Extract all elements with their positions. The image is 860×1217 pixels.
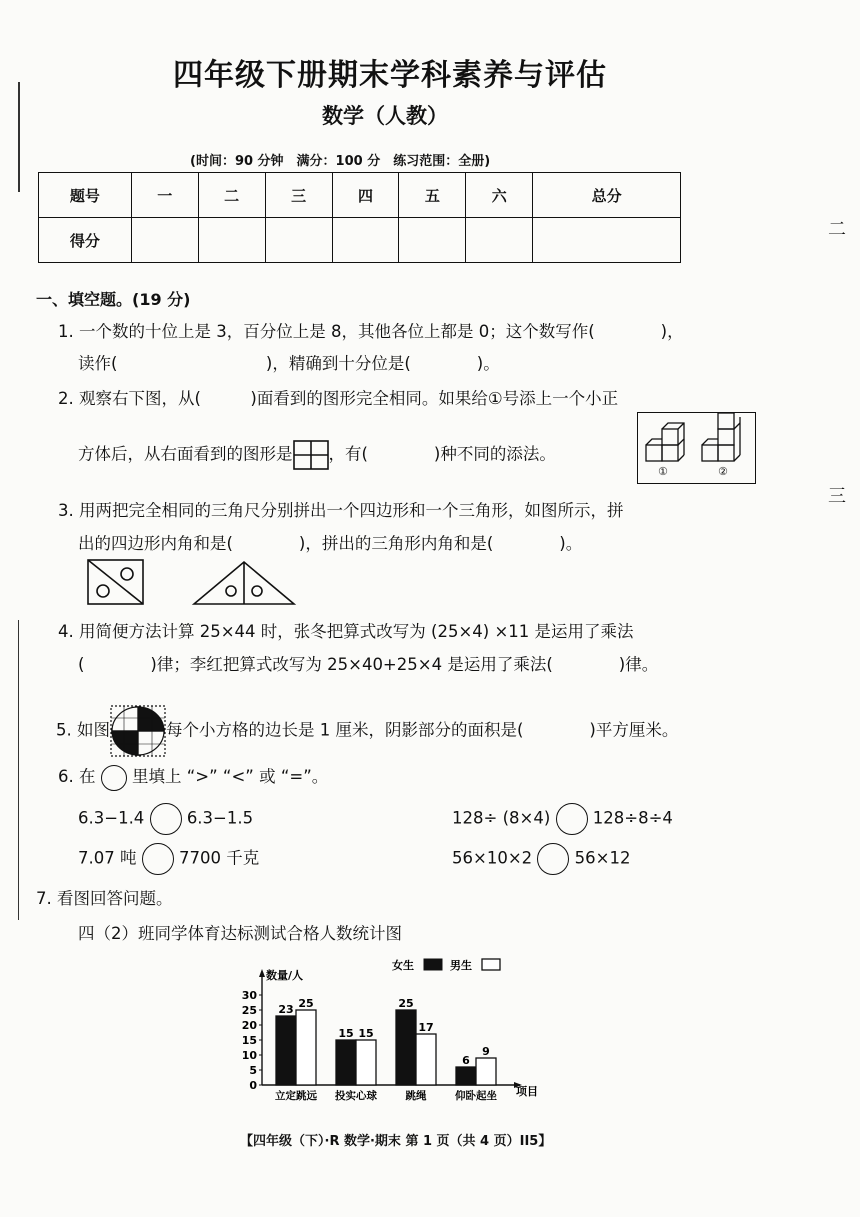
compare-left: 7.07 吨 — [78, 848, 137, 868]
question-4-line2: ( )律；李红把算式改写为 25×40+25×4 是运用了乘法( )律。 — [78, 655, 659, 674]
score-cell[interactable] — [198, 218, 265, 263]
cube-label: ① — [658, 465, 668, 478]
question-2-text-b: ，有( )种不同的添法。 — [328, 444, 556, 464]
score-header-cell: 二 — [198, 173, 265, 218]
legend-swatch-girls — [424, 959, 442, 970]
compare-right: 6.3−1.5 — [186, 808, 254, 828]
score-cell[interactable] — [399, 218, 466, 263]
x-category-label: 投实心球 — [335, 1090, 377, 1102]
bar-girls — [336, 1040, 356, 1085]
question-6 — [58, 763, 328, 791]
score-cell[interactable] — [265, 218, 332, 263]
compare-left: 6.3−1.4 — [78, 808, 145, 828]
bar-girls — [456, 1067, 476, 1085]
score-header-cell: 总分 — [533, 173, 681, 218]
bar-boys — [356, 1040, 376, 1085]
score-cell[interactable] — [533, 218, 681, 263]
compare-circle-icon — [101, 765, 127, 791]
triangle-ruler-figure — [86, 558, 316, 608]
bar-value-label: 15 — [358, 1027, 374, 1040]
y-tick-label: 10 — [241, 1049, 257, 1062]
compare-left: 128÷ (8×4) — [452, 808, 551, 828]
page-footer: 【四年级（下）·R 数学·期末 第 1 页（共 4 页）II5】 — [240, 1134, 552, 1149]
compare-item — [452, 843, 630, 875]
question-5 — [56, 705, 678, 757]
compare-item — [78, 843, 259, 875]
score-row-label: 得分 — [39, 218, 132, 263]
binding-line — [18, 620, 19, 920]
question-6-text-a: 6. 在 — [58, 767, 96, 786]
bar-value-label: 17 — [418, 1021, 434, 1034]
compare-right: 128÷8÷4 — [592, 808, 673, 828]
chart-title: 四（2）班同学体育达标测试合格人数统计图 — [78, 924, 402, 943]
side-mark: 二 — [828, 219, 846, 240]
question-7: 7. 看图回答问题。 — [36, 889, 173, 908]
right-view-grid-icon — [293, 440, 329, 470]
bar-boys — [416, 1034, 436, 1085]
y-tick-label: 0 — [249, 1079, 257, 1092]
side-mark: 三 — [828, 486, 846, 507]
section-title: 一、填空题。(19 分) — [36, 290, 191, 309]
y-axis-label: 数量/人 — [266, 969, 304, 982]
y-tick-label: 5 — [249, 1064, 257, 1077]
question-3-line1: 3. 用两把完全相同的三角尺分别拼出一个四边形和一个三角形，如图所示，拼 — [58, 501, 624, 520]
legend-label-girls: 女生 — [392, 959, 414, 972]
y-tick-label: 20 — [241, 1019, 257, 1032]
x-axis-label: 项目 — [516, 1085, 538, 1098]
cube-label: ② — [718, 465, 728, 478]
page-title: 四年级下册期末学科素养与评估 — [173, 58, 607, 93]
exam-meta: (时间：90 分钟 满分：100 分 练习范围：全册) — [190, 154, 491, 169]
legend-label-boys: 男生 — [450, 959, 472, 972]
bar-boys — [476, 1058, 496, 1085]
compare-answer-circle[interactable] — [556, 803, 588, 835]
x-category-label: 立定跳远 — [275, 1090, 317, 1102]
compare-right: 7700 千克 — [178, 848, 260, 868]
bar-value-label: 9 — [482, 1045, 490, 1058]
bar-value-label: 23 — [278, 1003, 294, 1016]
compare-right: 56×12 — [574, 848, 631, 868]
page-subtitle: 数学（人教） — [322, 104, 448, 128]
bar-value-label: 15 — [338, 1027, 354, 1040]
bar-boys — [296, 1010, 316, 1085]
bar-value-label: 25 — [398, 997, 414, 1010]
bar-chart — [228, 955, 548, 1105]
y-axis-arrow — [259, 969, 265, 977]
score-header-cell: 题号 — [39, 173, 132, 218]
compare-item — [78, 803, 253, 835]
question-2-line2 — [78, 440, 556, 470]
score-table — [38, 172, 681, 263]
y-tick-label: 30 — [241, 989, 257, 1002]
bar-value-label: 6 — [462, 1054, 470, 1067]
score-header-cell: 六 — [466, 173, 533, 218]
compare-left: 56×10×2 — [452, 848, 533, 868]
score-cell[interactable] — [332, 218, 399, 263]
question-5-text-b: 每个小方格的边长是 1 厘米，阴影部分的面积是( )平方厘米。 — [166, 720, 679, 740]
cube-figure-drawing — [638, 413, 755, 483]
score-header-cell: 四 — [332, 173, 399, 218]
question-3-line2: 出的四边形内角和是( )，拼出的三角形内角和是( )。 — [78, 534, 583, 553]
bar-girls — [276, 1016, 296, 1085]
compare-item — [452, 803, 673, 835]
score-cell[interactable] — [131, 218, 198, 263]
question-1-line2: 读作( )，精确到十分位是( )。 — [78, 354, 500, 373]
question-6-text-b: 里填上 “>” “<” 或 “=”。 — [132, 767, 329, 786]
y-tick-label: 25 — [241, 1004, 257, 1017]
cube-figure — [637, 412, 756, 484]
question-5-text-a: 5. 如图 — [56, 720, 110, 740]
shaded-circle-grid-icon — [110, 705, 166, 757]
x-category-label: 仰卧起坐 — [455, 1090, 497, 1102]
y-tick-label: 15 — [241, 1034, 257, 1047]
question-1-line1: 1. 一个数的十位上是 3，百分位上是 8，其他各位上都是 0；这个数写作( )， — [58, 322, 684, 341]
compare-answer-circle[interactable] — [150, 803, 182, 835]
binding-line — [18, 82, 20, 192]
score-header-cell: 五 — [399, 173, 466, 218]
x-category-label: 跳绳 — [405, 1090, 427, 1102]
question-2-line1: 2. 观察右下图，从( )面看到的图形完全相同。如果给①号添上一个小正 — [58, 389, 619, 408]
compare-answer-circle[interactable] — [537, 843, 569, 875]
bar-value-label: 25 — [298, 997, 314, 1010]
score-header-cell: 三 — [265, 173, 332, 218]
score-cell[interactable] — [466, 218, 533, 263]
compare-answer-circle[interactable] — [142, 843, 174, 875]
legend-swatch-boys — [482, 959, 500, 970]
question-4-line1: 4. 用简便方法计算 25×44 时，张冬把算式改写为 (25×4) ×11 是运用了乘法 — [58, 622, 634, 641]
question-2-text-a: 方体后，从右面看到的图形是 — [78, 444, 293, 464]
score-header-cell: 一 — [131, 173, 198, 218]
bar-girls — [396, 1010, 416, 1085]
